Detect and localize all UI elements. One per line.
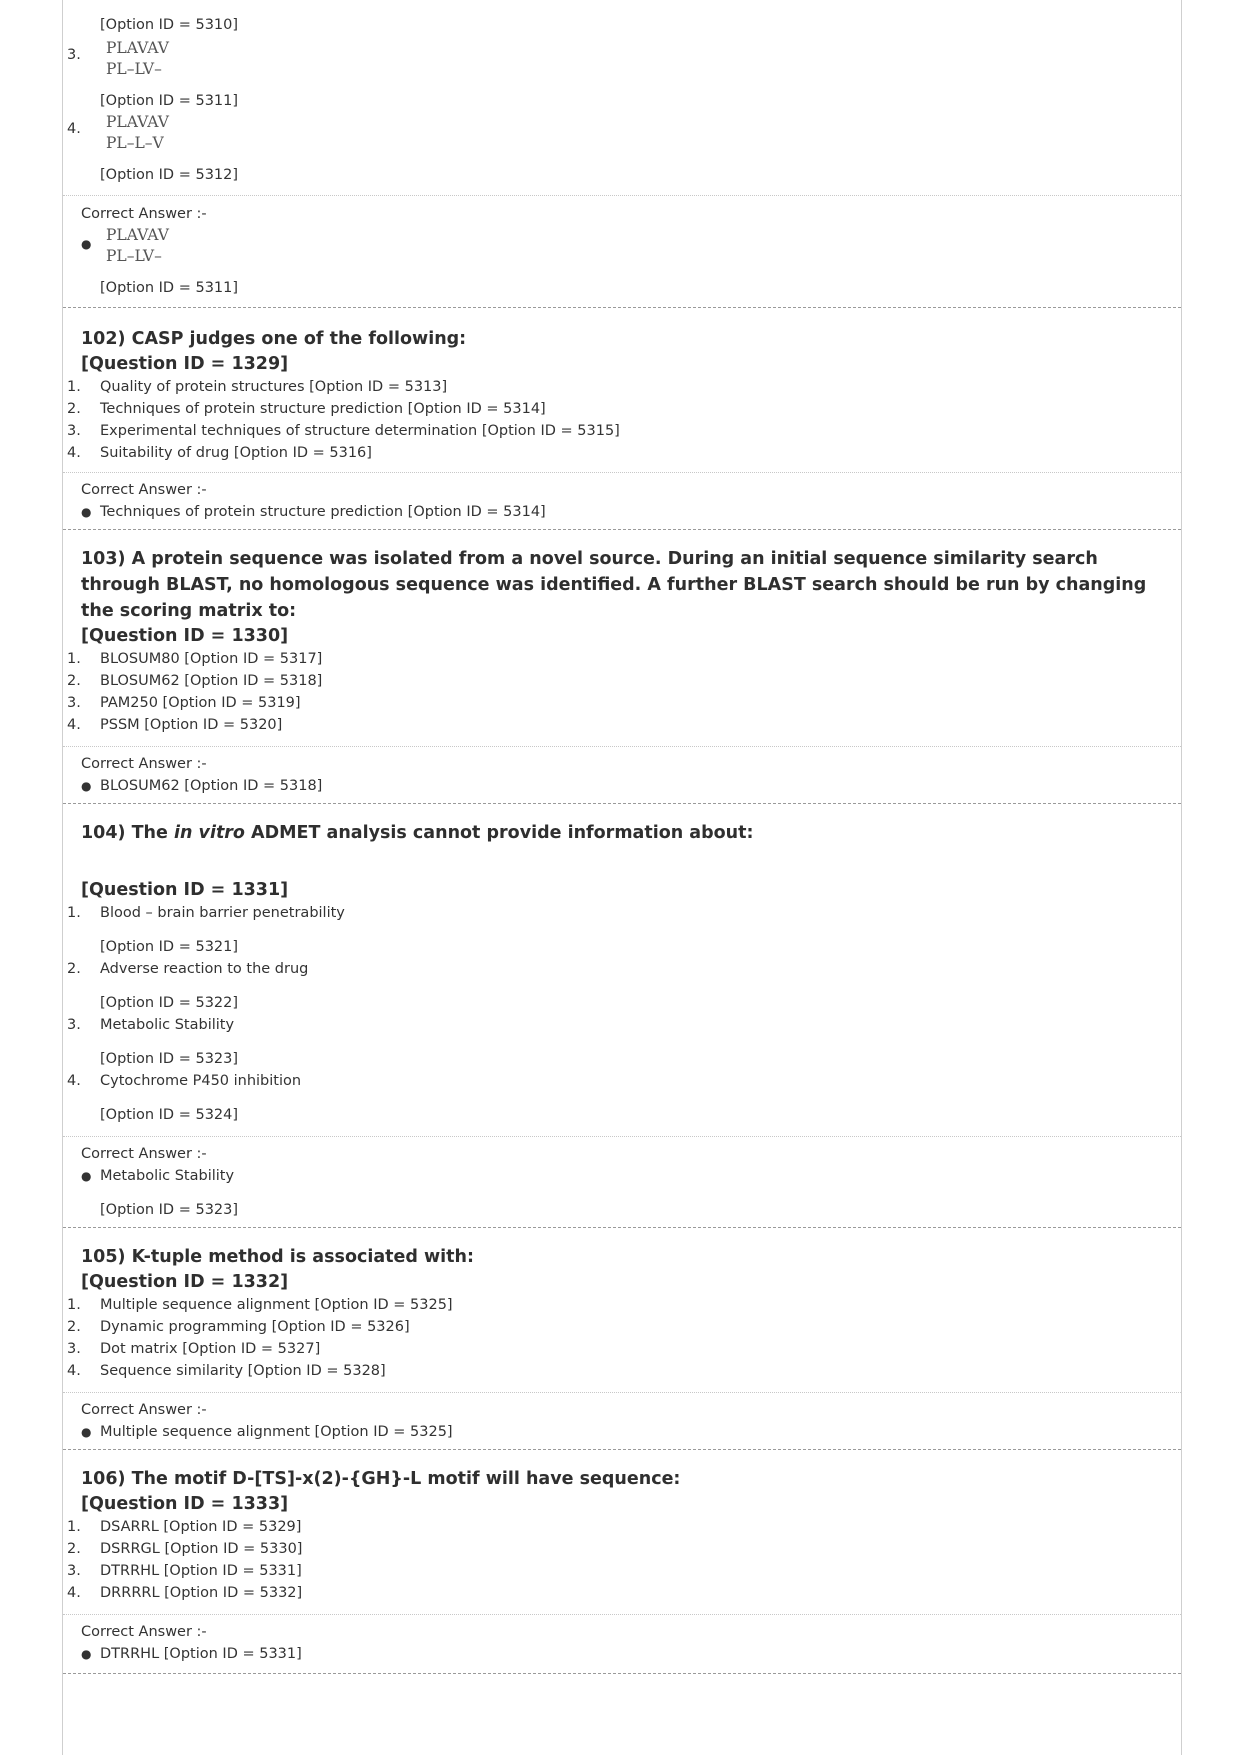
question-105 (63, 1227, 1181, 1382)
option-id: [Option ID = 5310] (100, 17, 239, 33)
correct-answer-item: ● Techniques of protein structure prediction [Option ID = 5314] (81, 501, 1181, 523)
correct-answer-section (63, 746, 1181, 803)
option-item: 3. Experimental techniques of structure determination [Option ID = 5315] (67, 423, 620, 439)
bullet-icon: ● (81, 1169, 92, 1183)
option-item: 1. BLOSUM80 [Option ID = 5317] (67, 651, 323, 667)
question-id: [Question ID = 1333] (81, 1494, 289, 1514)
question-id: [Question ID = 1329] (81, 354, 289, 374)
option-item: 4. Sequence similarity [Option ID = 5328] (67, 1363, 386, 1379)
question-text: 102) CASP judges one of the following: (81, 329, 467, 349)
correct-answer-section (63, 1392, 1181, 1449)
option-item: 1. Multiple sequence alignment [Option ID = 5325] (67, 1297, 453, 1313)
question-text: 104) The in vitro ADMET analysis cannot provide information about: (81, 823, 754, 843)
correct-answer-section (63, 1614, 1181, 1673)
option-item: 3. Metabolic Stability [Option ID = 5323] (67, 1017, 239, 1067)
option-item: 3. DTRRHL [Option ID = 5331] (67, 1563, 302, 1579)
correct-answer-item: ● Multiple sequence alignment [Option ID = 5325] (81, 1421, 1181, 1443)
prev-question-tail (63, 0, 1181, 186)
bullet-icon: ● (81, 237, 92, 251)
correct-answer-item: ● PLAVAV PL–LV– (81, 226, 169, 265)
option-id: [Option ID = 5311] (100, 280, 239, 296)
question-text: 106) The motif D-[TS]-x(2)-{GH}-L motif will have sequence: (81, 1469, 681, 1489)
correct-answer-label: Correct Answer :- (81, 482, 207, 498)
section-divider (63, 1673, 1181, 1674)
bullet-icon: ● (81, 1647, 92, 1661)
option-item: 1. Quality of protein structures [Option ID = 5313] (67, 379, 448, 395)
option-item: 2. Dynamic programming [Option ID = 5326] (67, 1319, 410, 1335)
option-item: 4. PSSM [Option ID = 5320] (67, 717, 283, 733)
bullet-icon: ● (81, 779, 92, 793)
option-item: 4. Cytochrome P450 inhibition [Option ID = 5324] (67, 1073, 302, 1123)
question-106 (63, 1449, 1181, 1604)
correct-answer-label: Correct Answer :- (81, 1402, 207, 1418)
correct-answer-label: Correct Answer :- (81, 1146, 207, 1162)
option-4: 4. PLAVAV PL–L–V (67, 113, 169, 152)
question-text: 105) K-tuple method is associated with: (81, 1247, 474, 1267)
question-text: 103) A protein sequence was isolated from a novel source. During an initial sequence similarity search through BLAST, no homologous sequence was identified. A further BLAST search should be run by changing the scoring matrix to: (81, 549, 1147, 621)
question-104 (63, 803, 1181, 1126)
question-id: [Question ID = 1332] (81, 1272, 289, 1292)
correct-answer-item: ● DTRRHL [Option ID = 5331] (81, 1643, 1181, 1665)
question-103 (63, 529, 1181, 736)
correct-answer-section (63, 195, 1181, 307)
option-item: 4. Suitability of drug [Option ID = 5316] (67, 445, 372, 461)
question-102 (63, 307, 1181, 464)
correct-answer-section (63, 1136, 1181, 1227)
correct-answer-item: ● Metabolic Stability [Option ID = 5323] (81, 1165, 1181, 1221)
option-item: 4. DRRRRL [Option ID = 5332] (67, 1585, 303, 1601)
question-id: [Question ID = 1330] (81, 626, 289, 646)
question-paper-page (62, 0, 1182, 1755)
options-list (67, 1516, 1181, 1604)
option-item: 3. Dot matrix [Option ID = 5327] (67, 1341, 321, 1357)
option-id: [Option ID = 5312] (100, 167, 239, 183)
option-item: 3. PAM250 [Option ID = 5319] (67, 695, 301, 711)
correct-answer-label: Correct Answer :- (81, 1624, 207, 1640)
bullet-icon: ● (81, 1425, 92, 1439)
option-item: 2. Adverse reaction to the drug [Option ID = 5322] (67, 961, 309, 1011)
options-list (67, 902, 1181, 1126)
bullet-icon: ● (81, 505, 92, 519)
correct-answer-section (63, 472, 1181, 529)
option-item: 1. DSARRL [Option ID = 5329] (67, 1519, 302, 1535)
option-item: 2. Techniques of protein structure prediction [Option ID = 5314] (67, 401, 546, 417)
options-list (67, 376, 1181, 464)
correct-answer-label: Correct Answer :- (81, 756, 207, 772)
options-list (67, 648, 1181, 736)
option-item: 1. Blood – brain barrier penetrability [Option ID = 5321] (67, 905, 345, 955)
correct-answer-label: Correct Answer :- (81, 206, 207, 222)
option-3: 3. PLAVAV PL–LV– (67, 39, 169, 78)
correct-answer-item: ● BLOSUM62 [Option ID = 5318] (81, 775, 1181, 797)
option-item: 2. BLOSUM62 [Option ID = 5318] (67, 673, 323, 689)
option-id: [Option ID = 5311] (100, 93, 239, 109)
options-list (67, 1294, 1181, 1382)
question-id: [Question ID = 1331] (81, 880, 289, 900)
option-item: 2. DSRRGL [Option ID = 5330] (67, 1541, 303, 1557)
